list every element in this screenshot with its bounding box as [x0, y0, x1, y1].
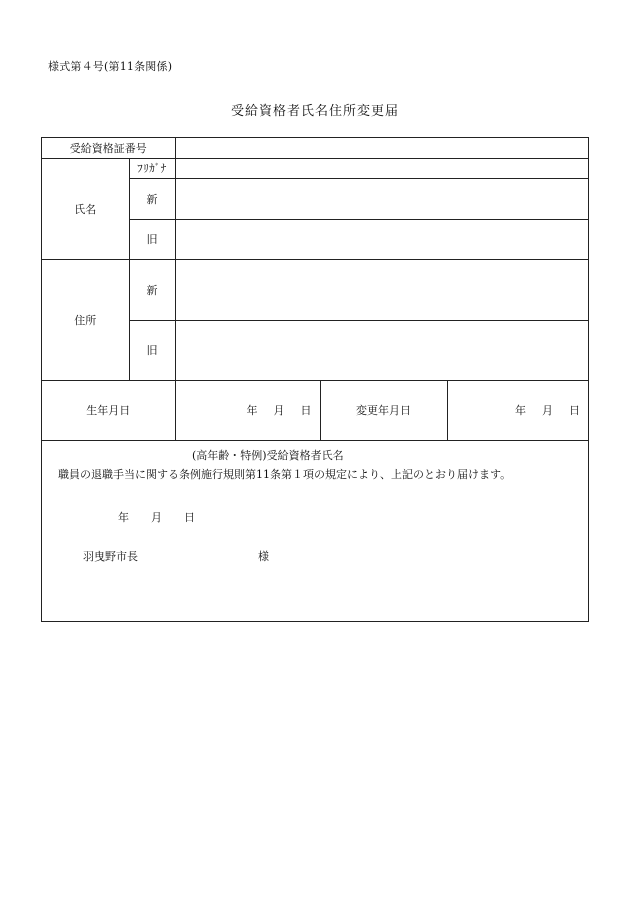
- name-label: 氏名: [42, 158, 129, 259]
- form-table: [42, 138, 588, 441]
- new-address-label: 新: [129, 259, 175, 320]
- change-day-unit: 日: [569, 404, 581, 417]
- addressee: 羽曳野市長: [83, 550, 138, 563]
- birth-year-unit: 年: [246, 404, 258, 417]
- new-name-label: 新: [129, 178, 175, 219]
- form-number: 様式第４号(第11条関係): [48, 60, 173, 73]
- submission-date[interactable]: [118, 509, 217, 525]
- new-address-row: [42, 259, 588, 320]
- change-year-unit: 年: [515, 404, 527, 417]
- change-date-field[interactable]: [447, 380, 588, 440]
- form-box: [41, 137, 589, 622]
- cert-number-row: [42, 138, 588, 158]
- birth-day-unit: 日: [300, 404, 312, 417]
- submission-month-unit: 月: [151, 511, 162, 524]
- declaration-section: [42, 442, 588, 621]
- submission-day-unit: 日: [184, 511, 195, 524]
- honorific: 様: [258, 550, 269, 563]
- old-address-label: 旧: [129, 320, 175, 380]
- furigana-row: [42, 158, 588, 178]
- address-label: 住所: [42, 259, 129, 380]
- birth-month-unit: 月: [273, 404, 285, 417]
- birth-date-label: 生年月日: [42, 380, 175, 440]
- new-name-field[interactable]: [175, 178, 588, 219]
- old-address-field[interactable]: [175, 320, 588, 380]
- furigana-label: ﾌﾘｶﾞﾅ: [129, 158, 175, 178]
- submission-year-unit: 年: [118, 511, 129, 524]
- old-name-field[interactable]: [175, 219, 588, 259]
- cert-number-field[interactable]: [175, 138, 588, 158]
- declaration-text: 職員の退職手当に関する条例施行規則第11条第１項の規定により、上記のとおり届けます。: [58, 468, 512, 481]
- document-title: 受給資格者氏名住所変更届: [230, 104, 399, 119]
- birth-date-field[interactable]: [175, 380, 320, 440]
- change-month-unit: 月: [542, 404, 554, 417]
- cert-number-label: 受給資格証番号: [42, 138, 175, 158]
- date-row: [42, 380, 588, 440]
- old-name-label: 旧: [129, 219, 175, 259]
- new-address-field[interactable]: [175, 259, 588, 320]
- change-date-label: 変更年月日: [320, 380, 447, 440]
- applicant-name-label: (高年齢・特例)受給資格者氏名: [192, 449, 344, 462]
- furigana-field[interactable]: [175, 158, 588, 178]
